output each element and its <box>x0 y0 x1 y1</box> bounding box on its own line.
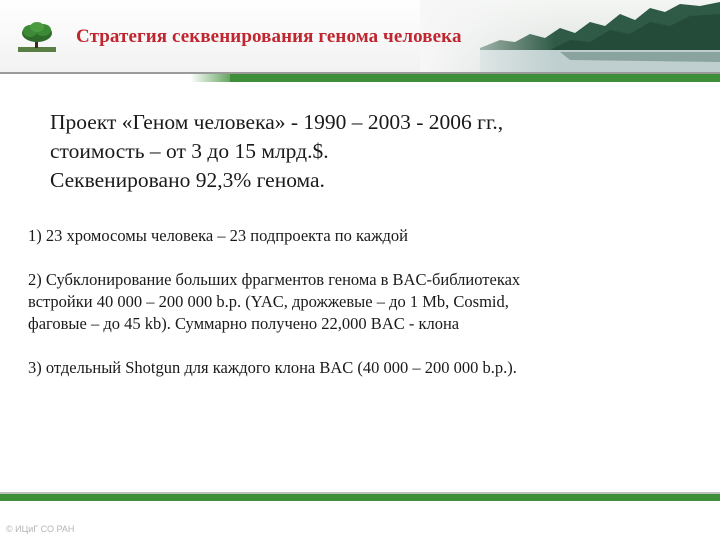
slide-title: Стратегия секвенирования генома человека <box>76 26 462 47</box>
list-item-subcloning <box>28 269 698 335</box>
numbered-list <box>28 225 698 401</box>
intro-line-cost: стоимость – от 3 до 15 млрд.$. <box>50 139 329 163</box>
intro-block <box>50 108 690 195</box>
intro-line-project: Проект «Геном человека» - 1990 – 2003 - 2006 гг., <box>50 110 504 134</box>
list-item-line: 1) 23 хромосомы человека – 23 подпроекта по каждой <box>28 226 408 245</box>
slide-header <box>0 0 720 72</box>
tree-logo <box>18 20 56 56</box>
list-item-line: фаговые – до 45 kb). Суммарно получено 22,000 BAC - клона <box>28 314 460 333</box>
list-item-chromosomes <box>28 225 698 247</box>
list-item-shotgun <box>28 357 698 379</box>
intro-line-sequenced: Секвенировано 92,3% генома. <box>50 168 325 192</box>
list-item-line: встройки 40 000 – 200 000 b.p. (YAC, дрожжевые – до 1 Mb, Cosmid, <box>28 292 509 311</box>
lake-forest-photo <box>420 0 720 72</box>
header-accent-bar <box>230 74 720 82</box>
footer-copyright: © ИЦиГ СО РАН <box>6 524 75 534</box>
list-item-line: 3) отдельный Shotgun для каждого клона BAC (40 000 – 200 000 b.p.). <box>28 358 517 377</box>
list-item-line: 2) Субклонирование больших фрагментов генома в BAC-библиотеках <box>28 270 521 289</box>
footer-accent-bar <box>0 494 720 501</box>
